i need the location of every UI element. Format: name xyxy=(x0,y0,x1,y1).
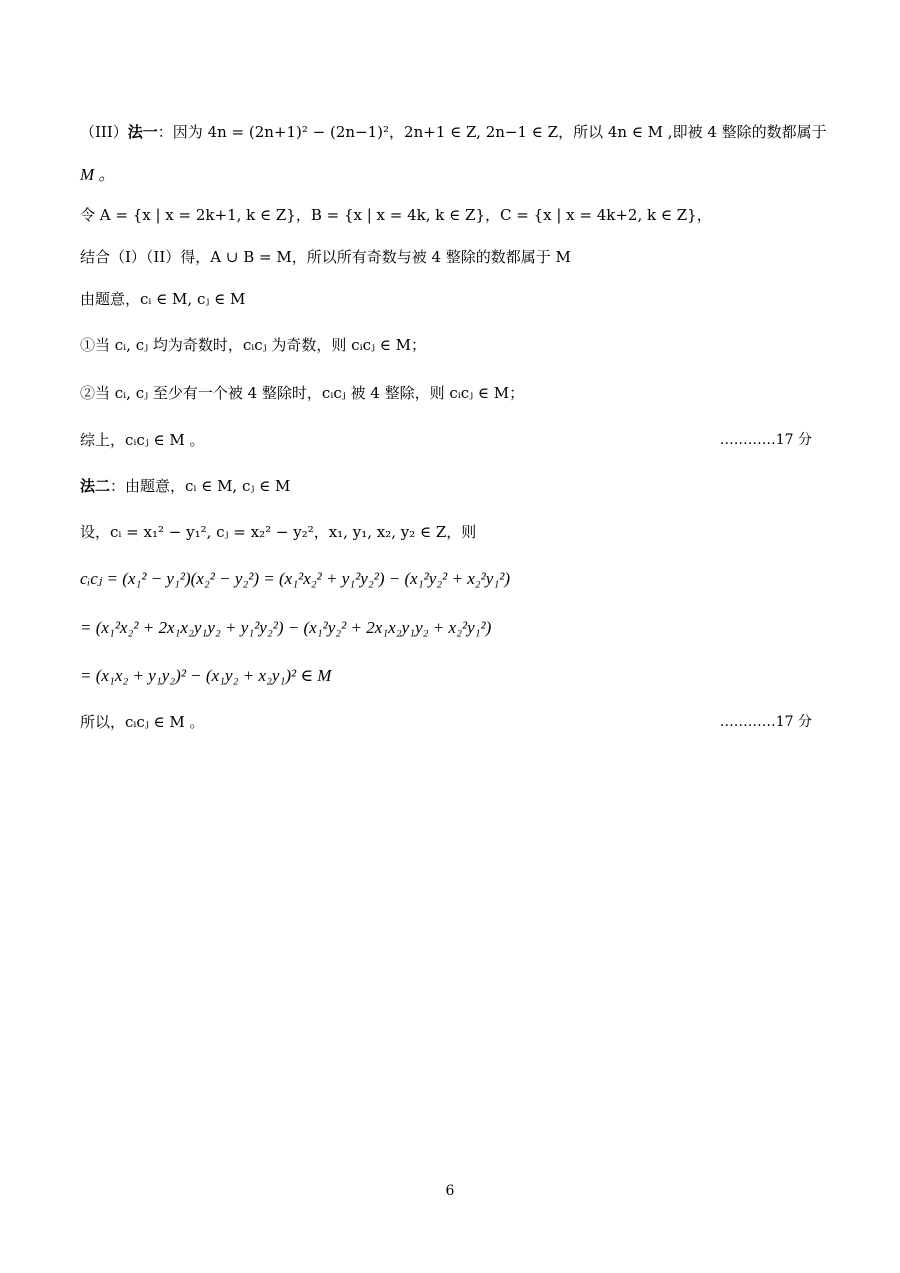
case2-line: ②当 cᵢ, cⱼ 至少有一个被 4 整除时，cᵢcⱼ 被 4 整除，则 cᵢcⱼ ∈ M； xyxy=(80,384,525,402)
method1-line1 xyxy=(80,121,827,143)
equation-line-3: = (x₁x₂ + y₁y₂)² − (x₁y₂ + x₂y₁)² ∈ M xyxy=(80,666,332,685)
summary-line: 综上，cᵢcⱼ ∈ M 。 xyxy=(80,431,205,449)
method1-label: 法一 xyxy=(127,123,158,141)
conclusion-score: …………17 分 xyxy=(719,714,812,730)
equation-line-1: cᵢcⱼ = (x₁² − y₁²)(x₂² − y₂²) = (x₁²x₂² + y₁²y₂²) − (x₁²y₂² + x₂²y₁²) xyxy=(80,569,510,588)
method1-line2: M 。 xyxy=(80,165,116,184)
let-line: 设，cᵢ = x₁² − y₁², cⱼ = x₂² − y₂²，x₁, y₁, x₂, y₂ ∈ Z，则 xyxy=(80,523,477,541)
conclusion-line: 所以，cᵢcⱼ ∈ M 。 xyxy=(80,713,205,731)
equation-line-2: = (x₁²x₂² + 2x₁x₂y₁y₂ + y₁²y₂²) − (x₁²y₂² + 2x₁x₂y₁y₂ + x₂²y₁²) xyxy=(80,618,492,637)
method2-label: 法二 xyxy=(80,477,111,495)
method1-text: ：因为 4n = (2n+1)² − (2n−1)²，2n+1 ∈ Z, 2n−1 ∈ Z，所以 4n ∈ M ,即被 4 整除的数都属于 xyxy=(157,123,827,141)
combine-line: 结合（I）（II）得，A ∪ B = M，所以所有奇数与被 4 整除的数都属于 M xyxy=(80,248,571,266)
page-number: 6 xyxy=(445,1183,455,1199)
part3-heading: （III） xyxy=(80,123,128,141)
given-line: 由题意，cᵢ ∈ M, cⱼ ∈ M xyxy=(80,290,246,308)
method2-text: ：由题意，cᵢ ∈ M, cⱼ ∈ M xyxy=(110,477,291,495)
case1-line: ①当 cᵢ, cⱼ 均为奇数时，cᵢcⱼ 为奇数，则 cᵢcⱼ ∈ M； xyxy=(80,336,426,354)
sets-definition: 令 A = {x | x = 2k+1, k ∈ Z}，B = {x | x = 4k, k ∈ Z}，C = {x | x = 4k+2, k ∈ Z}， xyxy=(80,206,712,224)
summary-score: …………17 分 xyxy=(719,432,812,448)
method2-line1 xyxy=(80,475,810,497)
